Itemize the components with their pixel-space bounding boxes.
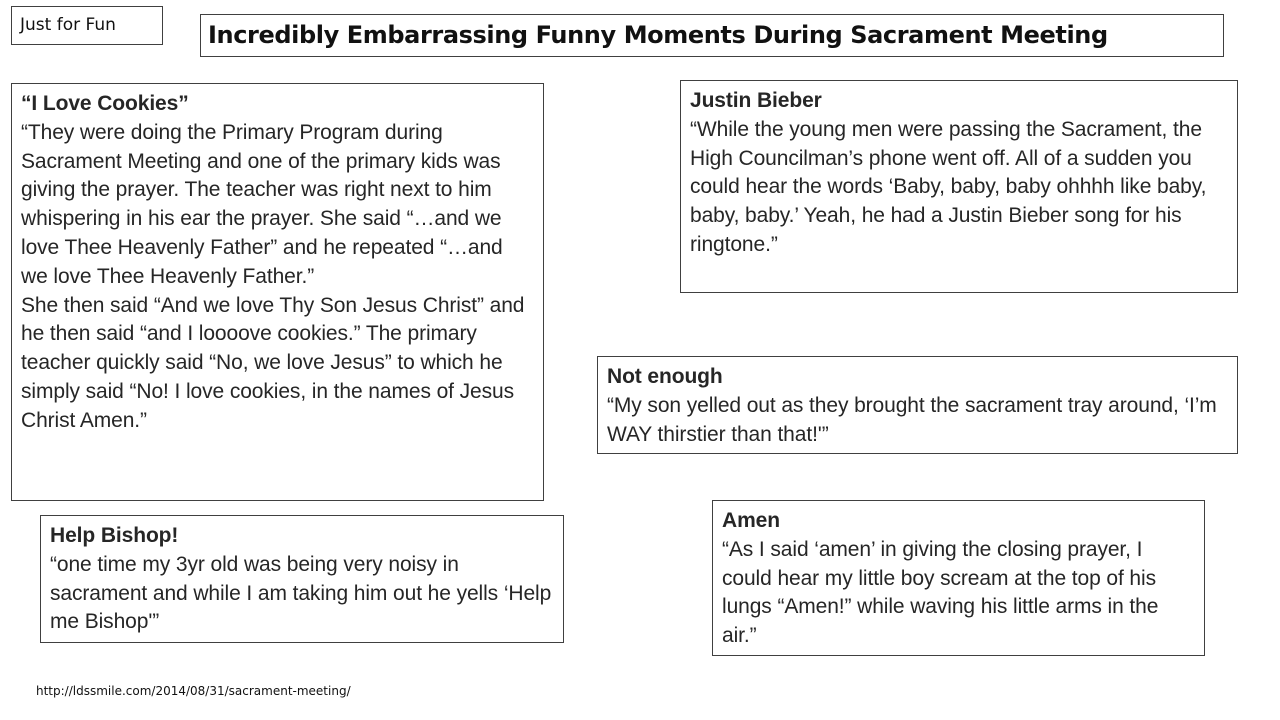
page-title xyxy=(200,14,1224,57)
source-link[interactable]: http://ldssmile.com/2014/08/31/sacrament-meeting/ xyxy=(36,684,351,698)
story-body: “one time my 3yr old was being very noisy in sacrament and while I am taking him out he yells ‘Help me Bishop'” xyxy=(50,552,552,634)
story-i-love-cookies xyxy=(11,83,544,501)
story-heading: Amen xyxy=(722,509,780,532)
story-body: “My son yelled out as they brought the sacrament tray around, ‘I’m WAY thirstier than that!'” xyxy=(607,393,1217,446)
story-heading: Justin Bieber xyxy=(690,89,822,112)
story-amen xyxy=(712,500,1205,656)
story-body: “While the young men were passing the Sacrament, the High Councilman’s phone went off. All of a sudden you could hear the words ‘Baby, baby, baby ohhhh like baby, baby, baby.’ Yeah, he had a Justin Bieber song for his ringtone.” xyxy=(690,117,1207,256)
story-not-enough xyxy=(597,356,1238,454)
story-justin-bieber xyxy=(680,80,1238,293)
story-body: “As I said ‘amen’ in giving the closing prayer, I could hear my little boy scream at the top of his lungs “Amen!” while waving his little arms in the air.” xyxy=(722,537,1159,648)
story-help-bishop xyxy=(40,515,564,643)
page-title-text: Incredibly Embarrassing Funny Moments During Sacrament Meeting xyxy=(208,21,1108,49)
story-heading: Help Bishop! xyxy=(50,524,179,547)
story-body: “They were doing the Primary Program during Sacrament Meeting and one of the primary kids was giving the prayer. The teacher was right next to him whispering in his ear the prayer. She said “…and we love Thee Heavenly Father” and he repeated “…and we love Thee Heavenly Father.” She then said “And we love Thy Son Jesus Christ” and he then said “and I loooove cookies.” The primary teacher quickly said “No, we love Jesus” to which he simply said “No! I love cookies, in the names of Jesus Christ Amen.” xyxy=(21,120,525,432)
section-tag xyxy=(11,6,163,45)
story-heading: Not enough xyxy=(607,365,723,388)
story-heading: “I Love Cookies” xyxy=(21,92,189,115)
section-tag-label: Just for Fun xyxy=(20,15,116,35)
